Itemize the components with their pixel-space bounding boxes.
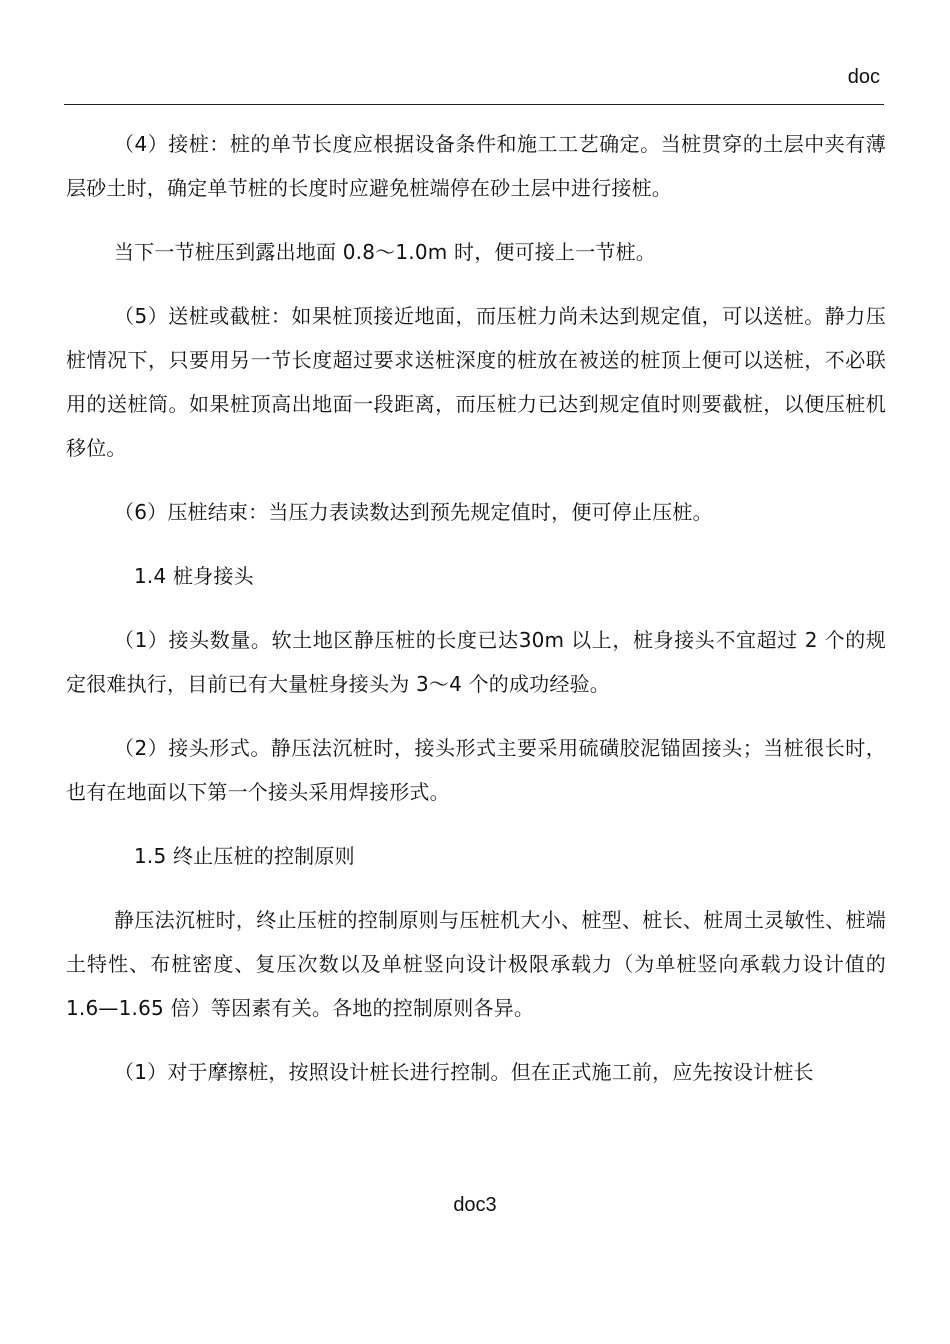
section-heading-1-5: 1.5 终止压桩的控制原则 [134, 844, 355, 868]
paragraph-friction-pile: （1）对于摩擦桩，按照设计桩长进行控制。但在正式施工前，应先按设计桩长 [114, 1060, 814, 1084]
paragraph-pressing-end: （6）压桩结束：当压力表读数达到预先规定值时，便可停止压桩。 [114, 500, 713, 524]
document-body [66, 122, 886, 1114]
paragraph-pile-splicing: （4）接桩：桩的单节长度应根据设备条件和施工工艺确定。当桩贯穿的土层中夹有薄层砂土时，确定单节桩的长度时应避免桩端停在砂土层中进行接桩。 [66, 132, 886, 200]
paragraph-next-section: 当下一节桩压到露出地面 0.8～1.0m 时，便可接上一节桩。 [114, 240, 657, 264]
section-heading-1-4: 1.4 桩身接头 [134, 564, 254, 588]
page-header-label: doc [847, 66, 880, 88]
paragraph-control-principles: 静压法沉桩时，终止压桩的控制原则与压桩机大小、桩型、桩长、桩周土灵敏性、桩端土特性、布桩密度、复压次数以及单桩竖向设计极限承载力（为单桩竖向承载力设计值的 1.6—1.65 倍）等因素有关。各地的控制原则各异。 [66, 908, 886, 1020]
paragraph-joint-form: （2）接头形式。静压法沉桩时，接头形式主要采用硫磺胶泥锚固接头；当桩很长时，也有在地面以下第一个接头采用焊接形式。 [66, 736, 886, 804]
header-rule [64, 104, 884, 105]
paragraph-send-or-cut-pile: （5）送桩或截桩：如果桩顶接近地面，而压桩力尚未达到规定值，可以送桩。静力压桩情况下，只要用另一节长度超过要求送桩深度的桩放在被送的桩顶上便可以送桩，不必联用的送桩筒。如果桩顶高出地面一段距离，而压桩力已达到规定值时则要截桩，以便压桩机移位。 [66, 304, 886, 460]
paragraph-joint-count: （1）接头数量。软土地区静压桩的长度已达30m 以上，桩身接头不宜超过 2 个的规定很难执行，目前已有大量桩身接头为 3～4 个的成功经验。 [66, 628, 886, 696]
page-footer-label: doc3 [453, 1194, 497, 1216]
